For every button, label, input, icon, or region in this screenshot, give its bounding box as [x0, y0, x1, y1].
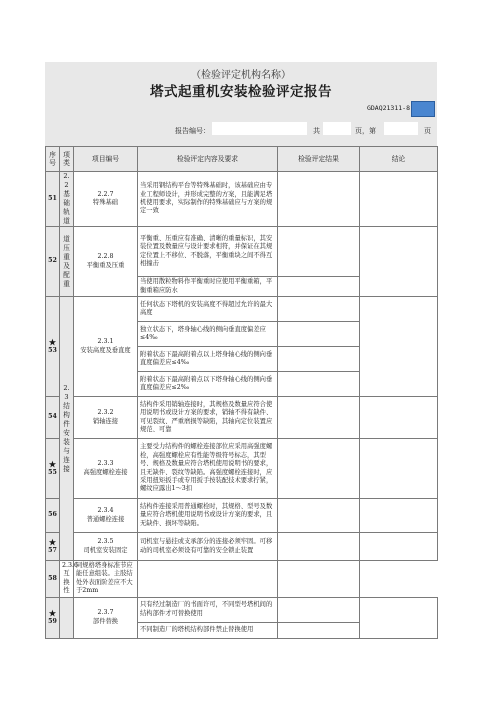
result-cell[interactable]	[278, 372, 360, 397]
conclusion-cell[interactable]	[360, 533, 438, 561]
org-name: （检验评定机构名称）	[191, 70, 291, 81]
requirement: 任何状态下塔机的安装高度不得超过允许的最大高度	[138, 297, 278, 322]
result-cell[interactable]	[278, 277, 360, 297]
requirement: 主要受力结构件的螺栓连接部位应采用高强度螺栓，高强度螺栓应有性能等级符号标志，其型号、规格及数量应符合塔机使用说明书的要求，且无缺件、裂纹等缺陷。高强度螺栓连接时，应采用扭矩扳手或专用扳手按装配技术要求拧紧，螺纹应露出1～3扣	[138, 439, 278, 499]
result-cell[interactable]	[278, 347, 360, 372]
table-row	[46, 561, 438, 598]
page-number-field[interactable]	[384, 122, 418, 135]
conclusion-cell[interactable]	[360, 397, 438, 439]
item-cell: 2.3.4 普通螺栓连接	[74, 499, 138, 533]
row-seq: 56	[46, 499, 60, 533]
requirement: 当采用钢结构平台等特殊基础时，该基础应由专业工程师设计，并形成完整的方案，且能满足塔机使用要求，实际制作的特殊基础应与方案的规定一致	[138, 172, 278, 227]
result-cell[interactable]	[278, 533, 360, 561]
item-cell: 2.3.7 部件替换	[74, 597, 138, 638]
row-seq: ★ 55	[46, 439, 60, 499]
table-row	[46, 533, 438, 561]
result-cell[interactable]	[278, 322, 360, 347]
page-suffix: 页	[424, 127, 431, 135]
doc-code: GDAQ21311-8	[366, 104, 410, 112]
requirement: 附着状态下最高附着点以下塔身轴心线的侧向垂直度偏差应≤2‰	[138, 372, 278, 397]
requirement: 当使用散粒物料作平衡重时应使用平衡重箱，平衡重箱应防水	[138, 277, 278, 297]
conclusion-cell[interactable]	[360, 172, 438, 227]
category-2-2-weights: 道压重及配重	[60, 227, 74, 297]
category-2-3: 2.3结构件安装与连接	[60, 297, 74, 561]
requirement: 结构件采用销轴连接时，其规格及数量应符合使用说明书或设计方案的要求，销轴不得有缺件、可见裂纹、严重磨损等缺陷，其轴向定位装置应规范、可靠	[138, 397, 278, 439]
table-row	[46, 227, 438, 277]
requirement: 只有经过制造厂的书面许可，不同型号塔机间的结构部件才可替换使用	[138, 597, 278, 622]
item-cell: 2.3.1 安装高度及垂直度	[74, 297, 138, 397]
row-seq: ★ 59	[46, 597, 60, 638]
report-no-field[interactable]	[212, 122, 307, 135]
conclusion-cell[interactable]	[278, 561, 360, 598]
conclusion-cell[interactable]	[360, 499, 438, 533]
table-row	[46, 597, 438, 622]
item-cell: 2.2.8 平衡重及压重	[74, 227, 138, 297]
requirement: 结构件连接采用普通螺栓时，其规格、型号及数量应符合塔机使用说明书或设计方案的要求，且无缺件、损坏等缺陷。	[138, 499, 278, 533]
row-seq: 52	[46, 227, 60, 297]
report-title: 塔式起重机安装检验评定报告	[150, 84, 332, 100]
item-cell: 2.3.5 司机室安装固定	[74, 533, 138, 561]
inspection-table	[45, 146, 438, 639]
col-seq: 序号	[46, 147, 60, 172]
total-pages-field[interactable]	[323, 122, 351, 135]
col-category: 项类	[60, 147, 74, 172]
conclusion-cell[interactable]	[360, 439, 438, 499]
requirement: 同规格塔身标准节应能任意组装。主肢结处外表面阶差应不大于2mm	[74, 561, 138, 598]
requirement: 独立状态下，塔身轴心线的侧向垂直度偏差应≤4‰	[138, 322, 278, 347]
requirement: 平衡重、压重应有准确、清晰的重量标识，其安装位置及数量应与设计要求相符，并保证在其规定位置上不移位、不脱落，平衡重块之间不得互相撞击	[138, 227, 278, 277]
table-row	[46, 297, 438, 322]
table-row	[46, 172, 438, 227]
table-row	[46, 439, 438, 499]
total-pages-label: 共	[313, 127, 320, 135]
result-cell[interactable]	[278, 499, 360, 533]
col-result: 检验评定结果	[278, 147, 360, 172]
result-cell[interactable]	[278, 597, 360, 622]
category-blank	[60, 597, 74, 638]
conclusion-cell[interactable]	[360, 297, 438, 397]
col-conclusion: 结论	[360, 147, 438, 172]
result-cell[interactable]	[278, 227, 360, 277]
col-item-code: 项目编号	[74, 147, 138, 172]
table-row	[46, 499, 438, 533]
result-cell[interactable]	[278, 622, 360, 638]
doc-code-input[interactable]	[411, 101, 435, 117]
requirement: 附着状态下最高附着点以上塔身轴心线的侧向垂直度偏差应≤4‰	[138, 347, 278, 372]
conclusion-cell[interactable]	[360, 597, 438, 638]
row-seq: 54	[46, 397, 60, 439]
row-seq: ★ 53	[46, 297, 60, 397]
requirement: 不同制造厂的塔机结构部件禁止替换使用	[138, 622, 278, 638]
row-seq: ★ 57	[46, 533, 60, 561]
row-seq: 58	[46, 561, 60, 598]
item-cell: 2.3.6 互换性	[60, 561, 74, 598]
table-row	[46, 397, 438, 439]
category-2-2: 2.2基础轨道	[60, 172, 74, 227]
result-cell[interactable]	[278, 397, 360, 439]
item-cell: 2.2.7 特殊基础	[74, 172, 138, 227]
requirement: 司机室与悬挂或支承部分的连接必须牢固。可移动的司机室必须设有可靠的安全锁止装置	[138, 533, 278, 561]
item-cell: 2.3.3 高强度螺栓连接	[74, 439, 138, 499]
row-seq: 51	[46, 172, 60, 227]
col-requirements: 检验评定内容及要求	[138, 147, 278, 172]
page-label: 页，第	[355, 127, 376, 135]
conclusion-cell[interactable]	[360, 227, 438, 297]
item-cell: 2.3.2 销轴连接	[74, 397, 138, 439]
table-header-row	[46, 147, 438, 172]
result-cell[interactable]	[278, 172, 360, 227]
result-cell[interactable]	[278, 297, 360, 322]
result-cell[interactable]	[138, 561, 278, 598]
result-cell[interactable]	[278, 439, 360, 499]
report-no-label: 报告编号：	[175, 127, 210, 135]
